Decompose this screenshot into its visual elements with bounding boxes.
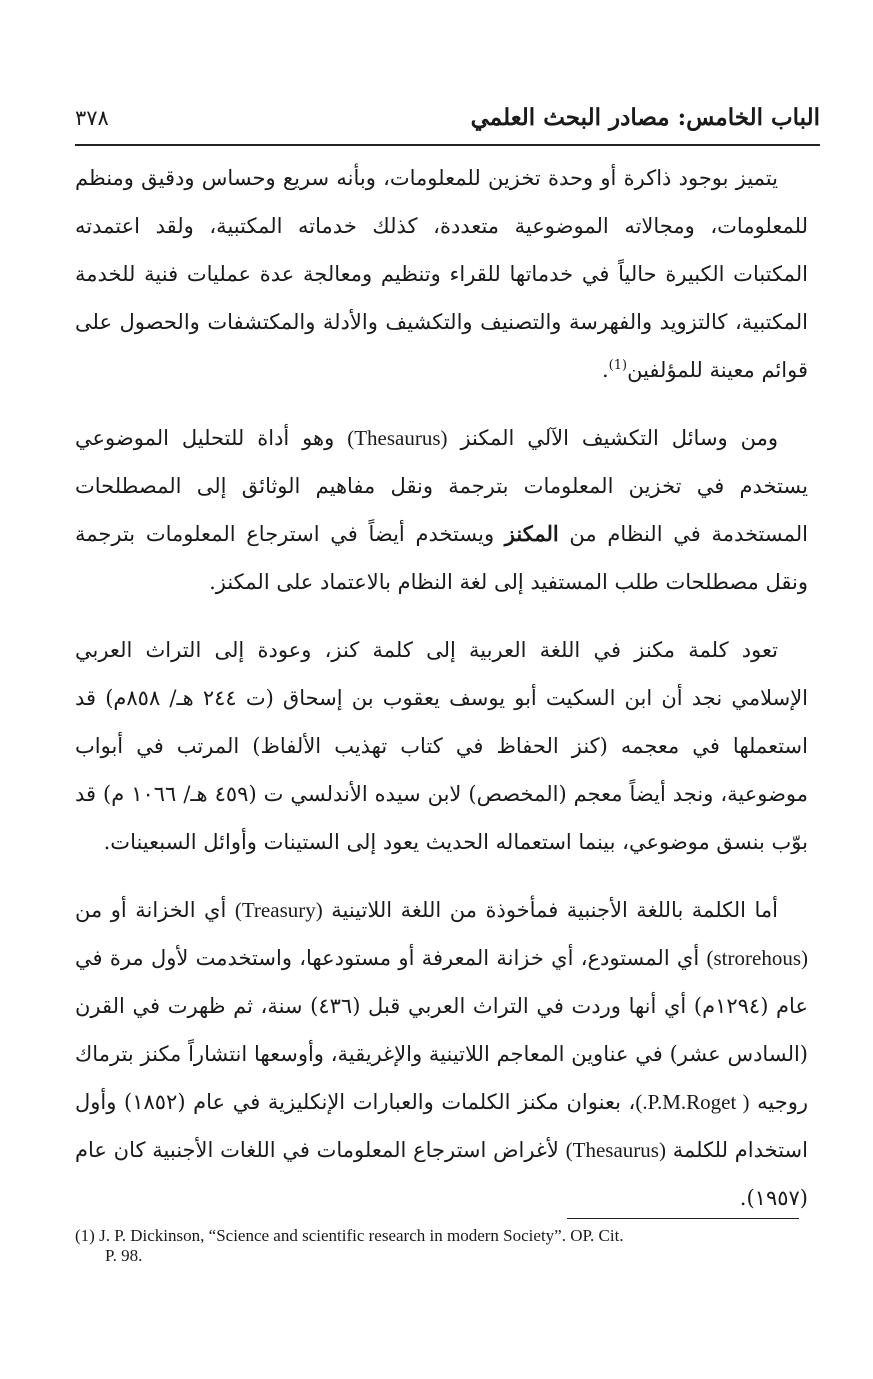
chapter-title: الباب الخامس: مصادر البحث العلمي <box>470 104 820 131</box>
header-divider <box>75 144 820 146</box>
term-treasury: (Treasury) <box>234 898 323 922</box>
paragraph-4-part-c: أي المستودع، أي خزانة المعرفة أو مستودعها، واستخدمت لأول مرة في عام (١٢٩٤م) أي أنها وردت في التراث العربي قبل (٤٣٦) سنة، ثم ظهرت في القرن (السادس عشر) في عناوين المعاجم اللاتينية والإغريقية، وأوسعها انتشاراً مكنز بترماك روجيه <box>75 946 808 1114</box>
paragraph-3 <box>75 626 808 866</box>
page-number: ٣٧٨ <box>75 106 109 130</box>
paragraph-1-end: . <box>601 358 609 382</box>
paragraph-4-part-e: لأغراض استرجاع المعلومات في اللغات الأجنبية كان عام (١٩٥٧). <box>75 1138 808 1210</box>
paragraph-2-part-c: ويستخدم أيضاً في استرجاع المعلومات بترجمة ونقل مصطلحات طلب المستفيد إلى لغة النظام بالاعتماد على المكنز. <box>75 522 808 594</box>
page-header <box>75 104 820 144</box>
footnote-divider <box>567 1218 799 1219</box>
main-text <box>75 154 808 1242</box>
paragraph-4-part-b: أي الخزانة أو من <box>75 898 227 922</box>
footnote <box>75 1226 785 1266</box>
paragraph-2-part-a: ومن وسائل التكشيف الآلي المكنز <box>460 426 778 450</box>
footnote-reference: (1) <box>608 358 628 373</box>
paragraph-1 <box>75 154 808 394</box>
bold-term: المكنز <box>504 521 559 546</box>
paragraph-2-part-b: وهو أداة للتحليل الموضوعي يستخدم في تخزين المعلومات بترجمة ونقل مفاهيم الوثائق إلى المصطلحات المستخدمة في النظام من <box>75 426 808 546</box>
paragraph-1-text: يتميز بوجود ذاكرة أو وحدة تخزين للمعلومات، وبأنه سريع وحساس ودقيق ومنظم للمعلومات، ومجالاته الموضوعية متعددة، كذلك خدماته المكتبية، ولقد اعتمدته المكتبات الكبيرة حالياً في خدماتها للقراء وتنظيم ومعالجة عدة عمليات فنية للخدمة المكتبية، كالتزويد والفهرسة والتصنيف والتكشيف والأدلة والمكتشفات والحصول على قوائم معينة للمؤلفين <box>75 166 808 382</box>
term-storehouse: (strorehous) <box>706 946 808 970</box>
paragraph-4-part-d: ، بعنوان مكنز الكلمات والعبارات الإنكليزية في عام (١٨٥٢) وأول استخدام للكلمة <box>75 1090 808 1162</box>
footnote-line-1: (1) J. P. Dickinson, “Science and scientific research in modern Society”. OP. Cit. <box>75 1226 624 1245</box>
term-thesaurus-2: (Thesaurus) <box>565 1138 666 1162</box>
term-thesaurus: (Thesaurus) <box>347 426 448 450</box>
paragraph-2 <box>75 414 808 606</box>
term-roget: ( P.M.Roget.) <box>635 1090 750 1114</box>
footnote-line-2: P. 98. <box>105 1246 143 1265</box>
paragraph-4-part-a: أما الكلمة باللغة الأجنبية فمأخوذة من اللغة اللاتينية <box>331 898 778 922</box>
paragraph-4 <box>75 886 808 1222</box>
paragraph-3-text: تعود كلمة مكنز في اللغة العربية إلى كلمة كنز، وعودة إلى التراث العربي الإسلامي نجد أن ابن السكيت أبو يوسف يعقوب بن إسحاق (ت ٢٤٤ هـ/ ٨٥٨م) قد استعملها في معجمه (كنز الحفاظ في كتاب تهذيب الألفاظ) المرتب في أبواب موضوعية، ونجد أيضاً معجم (المخصص) لابن سيده الأندلسي ت (٤٥٩ هـ/ ١٠٦٦ م) قد بوّب بنسق موضوعي، بينما استعماله الحديث يعود إلى الستينات وأوائل السبعينات. <box>75 638 809 854</box>
